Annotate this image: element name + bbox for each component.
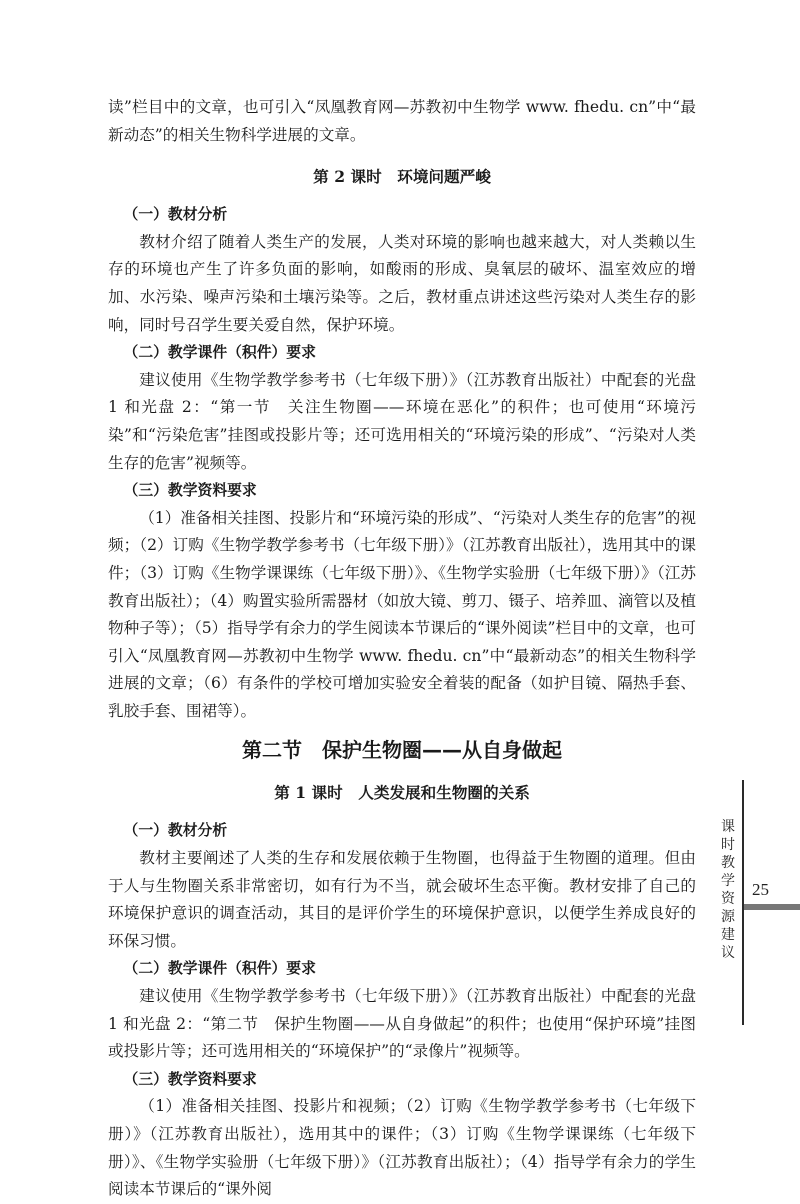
section-2-paragraph-analysis: 教材主要阐述了人类的生存和发展依赖于生物圈，也得益于生物圈的道理。但由于人与生物圈关系非常密切，如有行为不当，就会破坏生态平衡。教材安排了自己的环境保护意识的调查活动，其目的是评价学生的环境保护意识，以便学生养成良好的环保习惯。: [108, 849, 696, 950]
chapter-side-label: 课时教学资源建议: [721, 819, 735, 961]
page-number-bar: [744, 904, 800, 910]
section-2-title: 第二节 保护生物圈——从自身做起: [242, 738, 562, 763]
page-content: [108, 94, 696, 1204]
lesson-2-heading-materials: （三）教学资料要求: [123, 482, 257, 500]
section-2-heading-materials: （三）教学资料要求: [123, 1070, 257, 1088]
lesson-2-paragraph-courseware: 建议使用《生物学教学参考书（七年级下册）》（江苏教育出版社）中配套的光盘 1 和光盘 2：“第一节 关注生物圈——环境在恶化”的积件；也可使用“环境污染”和“污染危害”挂图或投影片等；还可选用相关的“环境污染的形成”、“污染对人类生存的危害”视频等。: [108, 370, 696, 472]
section-2-lesson-1-title: 第 1 课时 人类发展和生物圈的关系: [274, 783, 530, 803]
lesson-2-heading-courseware: （二）教学课件（积件）要求: [123, 344, 316, 362]
lesson-2-title: 第 2 课时 环境问题严峻: [313, 167, 491, 187]
lesson-2-paragraph-analysis: 教材介绍了随着人类生产的发展，人类对环境的影响也越来越大，对人类赖以生存的环境也产生了许多负面的影响，如酸雨的形成、臭氧层的破坏、温室效应的增加、水污染、噪声污染和土壤污染等。之后，教材重点讲述这些污染对人类生存的影响，同时号召学生要关爱自然，保护环境。: [108, 232, 696, 334]
lesson-2-paragraph-materials: （1）准备相关挂图、投影片和“环境污染的形成”、“污染对人类生存的危害”的视频；（2）订购《生物学教学参考书（七年级下册）》（江苏教育出版社），选用其中的课件；（3）订购《生物学课课练（七年级下册）》、《生物学实验册（七年级下册）》（江苏教育出版社）；（4）购置实验所需器材（如放大镜、剪刀、镊子、培养皿、滴管以及植物种子等）；（5）指导学有余力的学生阅读本节课后的“课外阅读”栏目中的文章，也可引入“凤凰教育网—苏教初中生物学 www. fhedu. cn”中“最新动态”的相关生物科学进展的文章；（6）有条件的学校可增加实验安全着装的配备（如护目镜、隔热手套、乳胶手套、围裙等）。: [108, 508, 696, 720]
continued-paragraph: 读”栏目中的文章，也可引入“凤凰教育网—苏教初中生物学 www. fhedu. cn”中“最新动态”的相关生物科学进展的文章。: [108, 98, 696, 144]
section-2-paragraph-materials: （1）准备相关挂图、投影片和视频；（2）订购《生物学教学参考书（七年级下册）》（江苏教育出版社），选用其中的课件；（3）订购《生物学课课练（七年级下册）》、《生物学实验册（七年级下册）》（江苏教育出版社）；（4）指导学有余力的学生阅读本节课后的“课外阅: [108, 1097, 696, 1199]
margin-rule: [742, 780, 744, 1025]
section-2-paragraph-courseware: 建议使用《生物学教学参考书（七年级下册）》（江苏教育出版社）中配套的光盘 1 和光盘 2：“第二节 保护生物圈——从自身做起”的积件；也使用“保护环境”挂图或投影片等；还可选用相关的“环境保护”的“录像片”视频等。: [108, 987, 696, 1061]
section-2-heading-courseware: （二）教学课件（积件）要求: [123, 960, 316, 978]
section-2-heading-textbook-analysis: （一）教材分析: [123, 822, 228, 840]
lesson-2-heading-textbook-analysis: （一）教材分析: [123, 206, 228, 224]
page-number: 25: [752, 880, 769, 899]
